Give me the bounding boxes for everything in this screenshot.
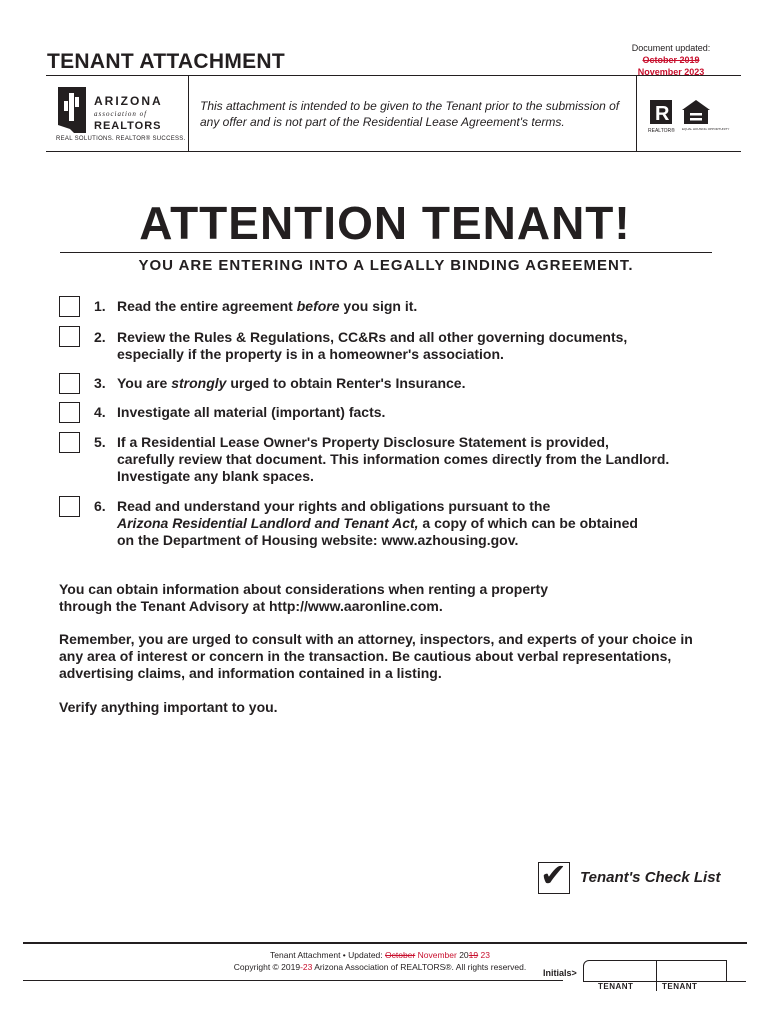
equal-housing-text: EQUAL HOUSING OPPORTUNITY	[682, 127, 730, 131]
intro-text: This attachment is intended to be given to the Tenant prior to the submission of any offer and is not part of the Residential Lease Agreement's terms.	[200, 99, 620, 129]
footer-updated-line: Tenant Attachment • Updated: October November 2019 23	[270, 950, 490, 960]
footer-copyright: Copyright © 2019-23 Arizona Association of REALTORS®. All rights reserved.	[233, 962, 527, 972]
checklist-item-1: 1. Read the entire agreement before you sign it.	[94, 298, 418, 314]
logo-line3: REALTORS	[94, 120, 162, 132]
remember-paragraph: Remember, you are urged to consult with an attorney, inspectors, and experts of your choice in any area of interest or concern in the transaction. Be cautious about verbal representations, advertising claims, and information contained in a listing.	[59, 631, 693, 681]
checklist-item-6: 6. Read and understand your rights and obligations pursuant to the Arizona Residential Landlord and Tenant Act, a copy of which can be obtained on the Department of Housing website: www.azhousing.gov.	[94, 498, 638, 548]
attention-headline: ATTENTION TENANT!	[139, 197, 631, 249]
logo-line1: ARIZONA	[94, 94, 163, 108]
verify-paragraph: Verify anything important to you.	[59, 699, 278, 715]
initials-field[interactable]	[583, 960, 727, 982]
binding-agreement-subhead: YOU ARE ENTERING INTO A LEGALLY BINDING AGREEMENT.	[138, 257, 634, 274]
svg-text:R: R	[655, 103, 670, 125]
initials-label: Initials>	[543, 968, 577, 978]
checklist-checkbox-5[interactable]	[59, 432, 80, 453]
tenant-initials-label-2: TENANT	[662, 982, 698, 991]
document-updated	[616, 42, 726, 78]
checklist-item-3: 3. You are strongly urged to obtain Renter's Insurance.	[94, 375, 466, 391]
realtor-mark: REALTOR®	[648, 128, 675, 134]
updated-label: Document updated:	[631, 43, 711, 53]
arizona-state-icon	[56, 85, 186, 137]
tenant-advisory-paragraph: You can obtain information about considerations when renting a property through the Tenant Advisory at http://www.aaronline.com.	[59, 581, 548, 614]
tenant-initials-label-1: TENANT	[598, 982, 634, 991]
checklist-item-2: 2. Review the Rules & Regulations, CC&Rs and all other governing documents, especially if the property is in a homeowner's association.	[94, 329, 628, 362]
divider	[60, 252, 712, 253]
updated-old-date: October 2019	[642, 55, 700, 65]
checklist-checkbox-6[interactable]	[59, 496, 80, 517]
checklist-checkbox-1[interactable]	[59, 296, 80, 317]
checklist-item-5: 5. If a Residential Lease Owner's Property Disclosure Statement is provided, carefully review that document. This information comes directly from the Landlord. Investigate any blank spaces.	[94, 434, 670, 484]
realtor-equal-housing-logos	[648, 98, 730, 134]
tenants-checklist-label: Tenant's Check List	[580, 869, 721, 886]
footer-bottom-divider	[23, 980, 563, 981]
checklist-checkbox-4[interactable]	[59, 402, 80, 423]
checkmark-icon: ✔	[540, 857, 567, 893]
logo-line2: association of	[94, 110, 148, 118]
logo-tagline: REAL SOLUTIONS. REALTOR® SUCCESS.	[56, 136, 186, 142]
checklist-checkbox-3[interactable]	[59, 373, 80, 394]
updated-new-date: November 2023	[637, 67, 705, 77]
document-title: TENANT ATTACHMENT	[47, 50, 286, 73]
footer-divider	[23, 942, 747, 944]
checklist-item-4: 4. Investigate all material (important) facts.	[94, 404, 386, 420]
equal-housing-icon	[682, 100, 710, 124]
checklist-checkbox-2[interactable]	[59, 326, 80, 347]
